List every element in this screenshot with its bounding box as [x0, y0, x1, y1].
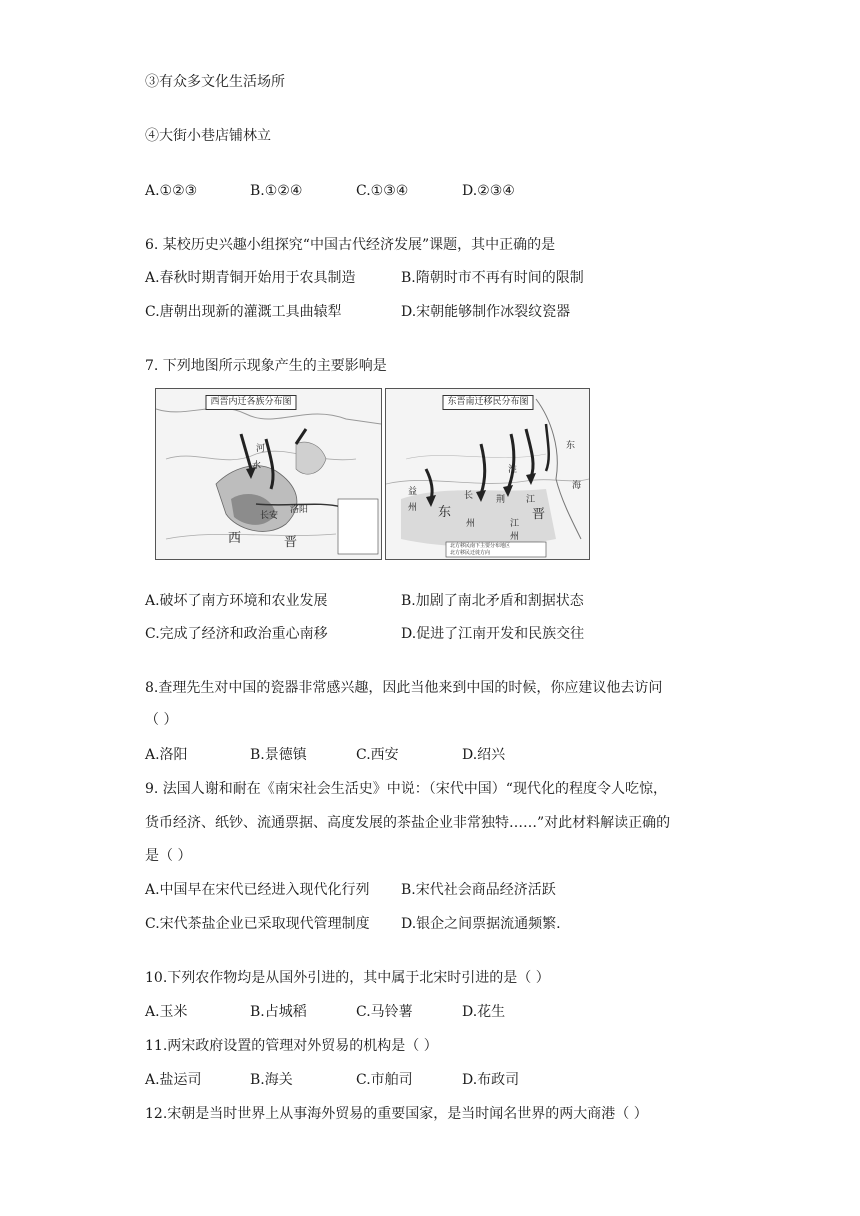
- map-right-legend-area: 北方移民南下主要分布地区: [450, 543, 511, 549]
- q9-option-d: D.银企之间票据流通频繁.: [401, 916, 561, 932]
- q11-option-b: B.海关: [250, 1072, 293, 1088]
- q9-option-a: A.中国早在宋代已经进入现代化行列: [145, 882, 370, 898]
- q8-stem: 8.查理先生对中国的瓷器非常感兴趣，因此当他来到中国的时候，你应建议他去访问: [145, 680, 663, 696]
- q11-option-c: C.市舶司: [356, 1072, 413, 1088]
- q8-answer-paren: （ ）: [145, 712, 178, 728]
- map-left-label: 晋: [284, 535, 298, 550]
- q9-stem-line3: 是（ ）: [145, 848, 192, 864]
- q10-option-d: D.花生: [462, 1004, 506, 1020]
- q7-option-a: A.破坏了南方环境和农业发展: [145, 593, 328, 609]
- map-right-label: 东: [566, 441, 576, 451]
- map-eastern-jin: [385, 388, 590, 560]
- map-right-label: 江: [526, 495, 536, 505]
- q10-option-b: B.占城稻: [250, 1004, 307, 1020]
- q11-stem: 11.两宋政府设置的管理对外贸易的机构是（ ）: [145, 1038, 438, 1054]
- q9-stem-line2: 货币经济、纸钞、流通票据、高度发展的茶盐企业非常独特……”对此材料解读正确的: [145, 815, 671, 831]
- q10-stem: 10.下列农作物均是从国外引进的，其中属于北宋时引进的是（ ）: [145, 970, 550, 986]
- q11-option-a: A.盐运司: [145, 1072, 202, 1088]
- q9-stem-line1: 9. 法国人谢和耐在《南宋社会生活史》中说：（宋代中国）“现代化的程度令人吃惊，: [145, 781, 667, 797]
- map-right-label: 东: [438, 505, 452, 520]
- q7-stem: 7. 下列地图所示现象产生的主要影响是: [145, 358, 387, 374]
- q7-option-c: C.完成了经济和政治重心南移: [145, 626, 328, 642]
- q10-option-c: C.马铃薯: [356, 1004, 413, 1020]
- map-left-label: 水: [252, 461, 262, 471]
- map-left-label: 洛阳: [290, 505, 309, 515]
- q6-stem: 6. 某校历史兴趣小组探究“中国古代经济发展”课题，其中正确的是: [145, 237, 556, 253]
- q8-option-c: C.西安: [356, 747, 399, 763]
- q11-option-d: D.布政司: [462, 1072, 520, 1088]
- q5-option-a: A.①②③: [145, 183, 198, 199]
- q8-option-b: B.景德镇: [250, 747, 307, 763]
- q6-option-d: D.宋朝能够制作冰裂纹瓷器: [401, 304, 571, 320]
- q6-option-c: C.唐朝出现新的灌溉工具曲辕犁: [145, 304, 342, 320]
- q5-option-d: D.②③④: [462, 183, 515, 199]
- q9-option-c: C.宋代茶盐企业已采取现代管理制度: [145, 916, 370, 932]
- map-eastern-jin-drawing: [386, 389, 589, 559]
- map-right-label: 长: [464, 491, 474, 501]
- q9-option-b: B.宋代社会商品经济活跃: [401, 882, 556, 898]
- q5-option-b: B.①②④: [250, 183, 303, 199]
- map-right-label: 江: [510, 519, 520, 529]
- q7-option-b: B.加剧了南北矛盾和割据状态: [401, 593, 584, 609]
- map-right-label: 益: [408, 487, 418, 497]
- q6-option-b: B.隋朝时市不再有时间的限制: [401, 270, 584, 286]
- q7-option-d: D.促进了江南开发和民族交往: [401, 626, 585, 642]
- map-left-label: 河: [256, 444, 266, 454]
- map-right-label: 州: [408, 503, 418, 513]
- map-left-label: 长安: [260, 511, 279, 521]
- q5-item-4: ④大街小巷店铺林立: [145, 128, 271, 144]
- q5-option-c: C.①③④: [356, 183, 409, 199]
- map-right-title: 东晋南迁移民分布图: [442, 395, 533, 410]
- map-right-label: 晋: [532, 507, 546, 522]
- q10-option-a: A.玉米: [145, 1004, 188, 1020]
- map-right-label: 州: [466, 519, 476, 529]
- q8-option-d: D.绍兴: [462, 747, 506, 763]
- map-right-label: 州: [510, 532, 520, 542]
- map-western-jin-drawing: [156, 389, 381, 559]
- map-right-legend-arrow: 北方移民迁徙方向: [450, 550, 491, 556]
- map-left-title: 西晋内迁各族分布图: [205, 395, 296, 410]
- q8-option-a: A.洛阳: [145, 747, 188, 763]
- map-right-label: 荆: [496, 495, 506, 505]
- map-left-label: 西: [228, 531, 242, 546]
- q5-item-3: ③有众多文化生活场所: [145, 74, 285, 90]
- q6-option-a: A.春秋时期青铜开始用于农具制造: [145, 270, 356, 286]
- q12-stem: 12.宋朝是当时世界上从事海外贸易的重要国家，是当时闻名世界的两大商港（ ）: [145, 1106, 648, 1122]
- map-right-label: 淮: [508, 465, 518, 475]
- map-right-label: 海: [572, 481, 582, 491]
- map-western-jin: [155, 388, 382, 560]
